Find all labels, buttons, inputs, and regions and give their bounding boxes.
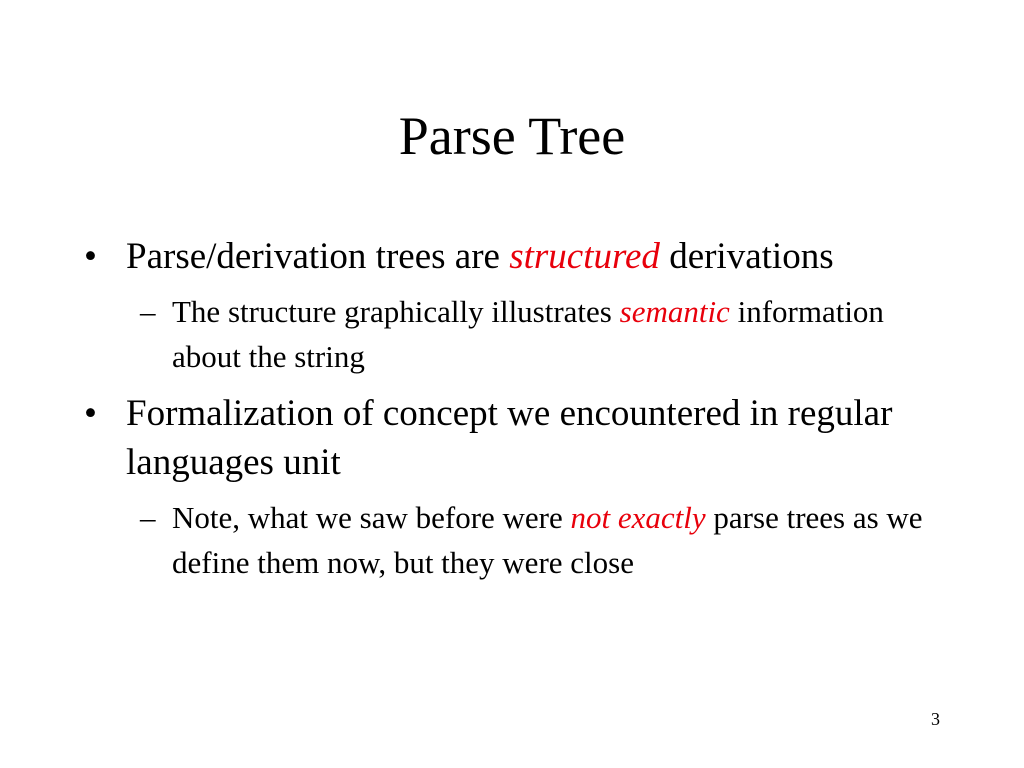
sub-bullet-text: Note, what we saw before were bbox=[172, 500, 571, 535]
bullet-item-2 bbox=[84, 389, 944, 487]
sub-bullet-text: The structure graphically illustrates bbox=[172, 294, 620, 329]
bullet-marker: • bbox=[84, 393, 97, 434]
sub-bullet-item-2 bbox=[140, 495, 944, 585]
bullet-text: Parse/derivation trees are bbox=[126, 236, 510, 277]
sub-bullet-item-1 bbox=[140, 289, 944, 379]
bullet-list bbox=[84, 232, 944, 595]
emphasis-text: structured bbox=[509, 236, 660, 277]
bullet-text-continued: derivations bbox=[659, 236, 834, 277]
bullet-text: Formalization of concept we encountered in regular languages unit bbox=[126, 393, 893, 483]
sub-bullet-text-continued: information about the string bbox=[172, 294, 884, 374]
sub-bullet-marker: – bbox=[140, 500, 156, 535]
sub-bullet-text-continued: parse trees as we define them now, but they were close bbox=[172, 500, 923, 580]
slide-title: Parse Tree bbox=[398, 106, 626, 166]
emphasis-text: not exactly bbox=[570, 500, 706, 535]
sub-bullet-marker: – bbox=[140, 294, 156, 329]
bullet-marker: • bbox=[84, 236, 97, 277]
emphasis-text: semantic bbox=[619, 294, 730, 329]
page-number: 3 bbox=[931, 709, 940, 729]
bullet-item-1 bbox=[84, 232, 944, 281]
